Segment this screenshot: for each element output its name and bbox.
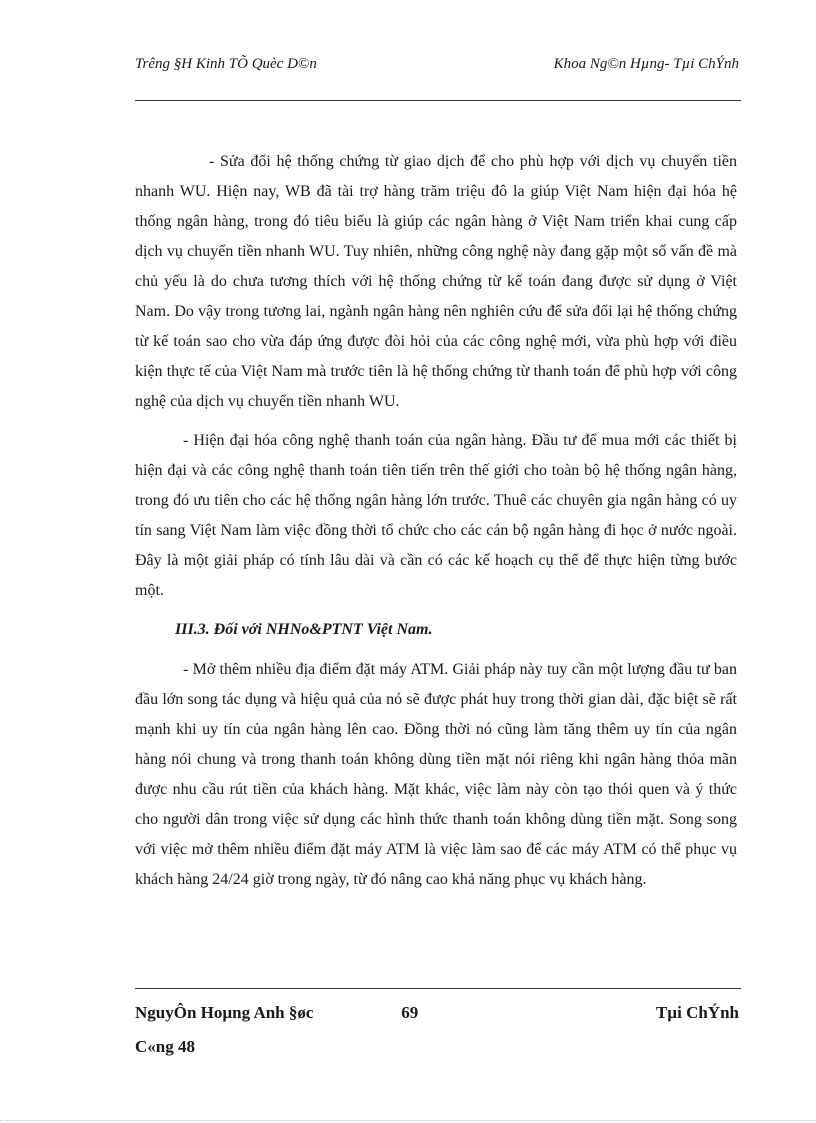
paragraph-documents: - Sửa đổi hệ thống chứng từ giao dịch để cho phù hợp với dịch vụ chuyển tiền nhanh WU. Hiện nay, WB đã tài trợ hàng trăm triệu đô la giúp Việt Nam hiện đại hóa hệ thống ngân hàng, trong đó tiêu biểu là giúp các ngân hàng ở Việt Nam triển khai cung cấp dịch vụ chuyển tiền nhanh WU. Tuy nhiên, những công nghệ này đang gặp một số vấn đề mà chủ yếu là do chưa tương thích với hệ thống chứng từ kế toán đang được sử dụng ở Việt Nam. Do vậy trong tương lai, ngành ngân hàng nên nghiên cứu để sửa đổi lại hệ thống chứng từ kế toán sao cho vừa đáp ứng được đòi hỏi của các công nghệ mới, vừa phù hợp với điều kiện thực tế của Việt Nam mà trước tiên là hệ thống chứng từ thanh toán để phù hợp với công nghệ của dịch vụ chuyển tiền nhanh WU. <box>135 153 737 410</box>
page-header <box>135 56 739 73</box>
footer-author: NguyÔn Hoµng Anh §øc <box>135 1003 314 1022</box>
header-faculty: Khoa Ng©n Hµng- Tµi ChÝnh <box>553 56 739 72</box>
header-divider <box>135 100 741 101</box>
footer-department: Tµi ChÝnh <box>655 1003 739 1022</box>
page-edge <box>0 1120 816 1121</box>
footer-divider <box>135 988 741 989</box>
header-school: Trêng §H Kinh TÕ Quèc D©n <box>135 56 317 72</box>
section-heading: III.3. Đối với NHNo&PTNT Việt Nam. <box>175 621 433 638</box>
page-footer <box>135 1003 739 1023</box>
paragraph-atm: - Mở thêm nhiều địa điểm đặt máy ATM. Giải pháp này tuy cần một lượng đầu tư ban đầu lớn song tác dụng và hiệu quả của nó sẽ được phát huy trong thời gian dài, đặc biệt sẽ rất mạnh khi uy tín của ngân hàng lên cao. Đồng thời nó cũng làm tăng thêm uy tín của ngân hàng nói chung và trong thanh toán không dùng tiền mặt nói riêng khi ngân hàng thỏa mãn được nhu cầu rút tiền của khách hàng. Mặt khác, việc làm này còn tạo thói quen và ý thức cho người dân trong việc sử dụng các hình thức thanh toán không dùng tiền mặt. Song song với việc mở thêm nhiều điểm đặt máy ATM là việc làm sao để các máy ATM có thể phục vụ khách hàng 24/24 giờ trong ngày, từ đó nâng cao khả năng phục vụ khách hàng. <box>135 661 737 888</box>
footer-course: C«ng 48 <box>135 1037 195 1056</box>
paragraph-modernize: - Hiện đại hóa công nghệ thanh toán của ngân hàng. Đầu tư để mua mới các thiết bị hiện đại và các công nghệ thanh toán tiên tiến trên thế giới cho toàn bộ hệ thống ngân hàng, trong đó ưu tiên cho các hệ thống ngân hàng lớn trước. Thuê các chuyên gia ngân hàng có uy tín sang Việt Nam làm việc đồng thời tổ chức cho các cán bộ ngân hàng đi học ở nước ngoài. Đây là một giải pháp có tính lâu dài và cần có các kế hoạch cụ thể để thực hiện từng bước một. <box>135 432 737 599</box>
page-number: 69 <box>401 1003 419 1022</box>
document-body <box>135 147 737 904</box>
